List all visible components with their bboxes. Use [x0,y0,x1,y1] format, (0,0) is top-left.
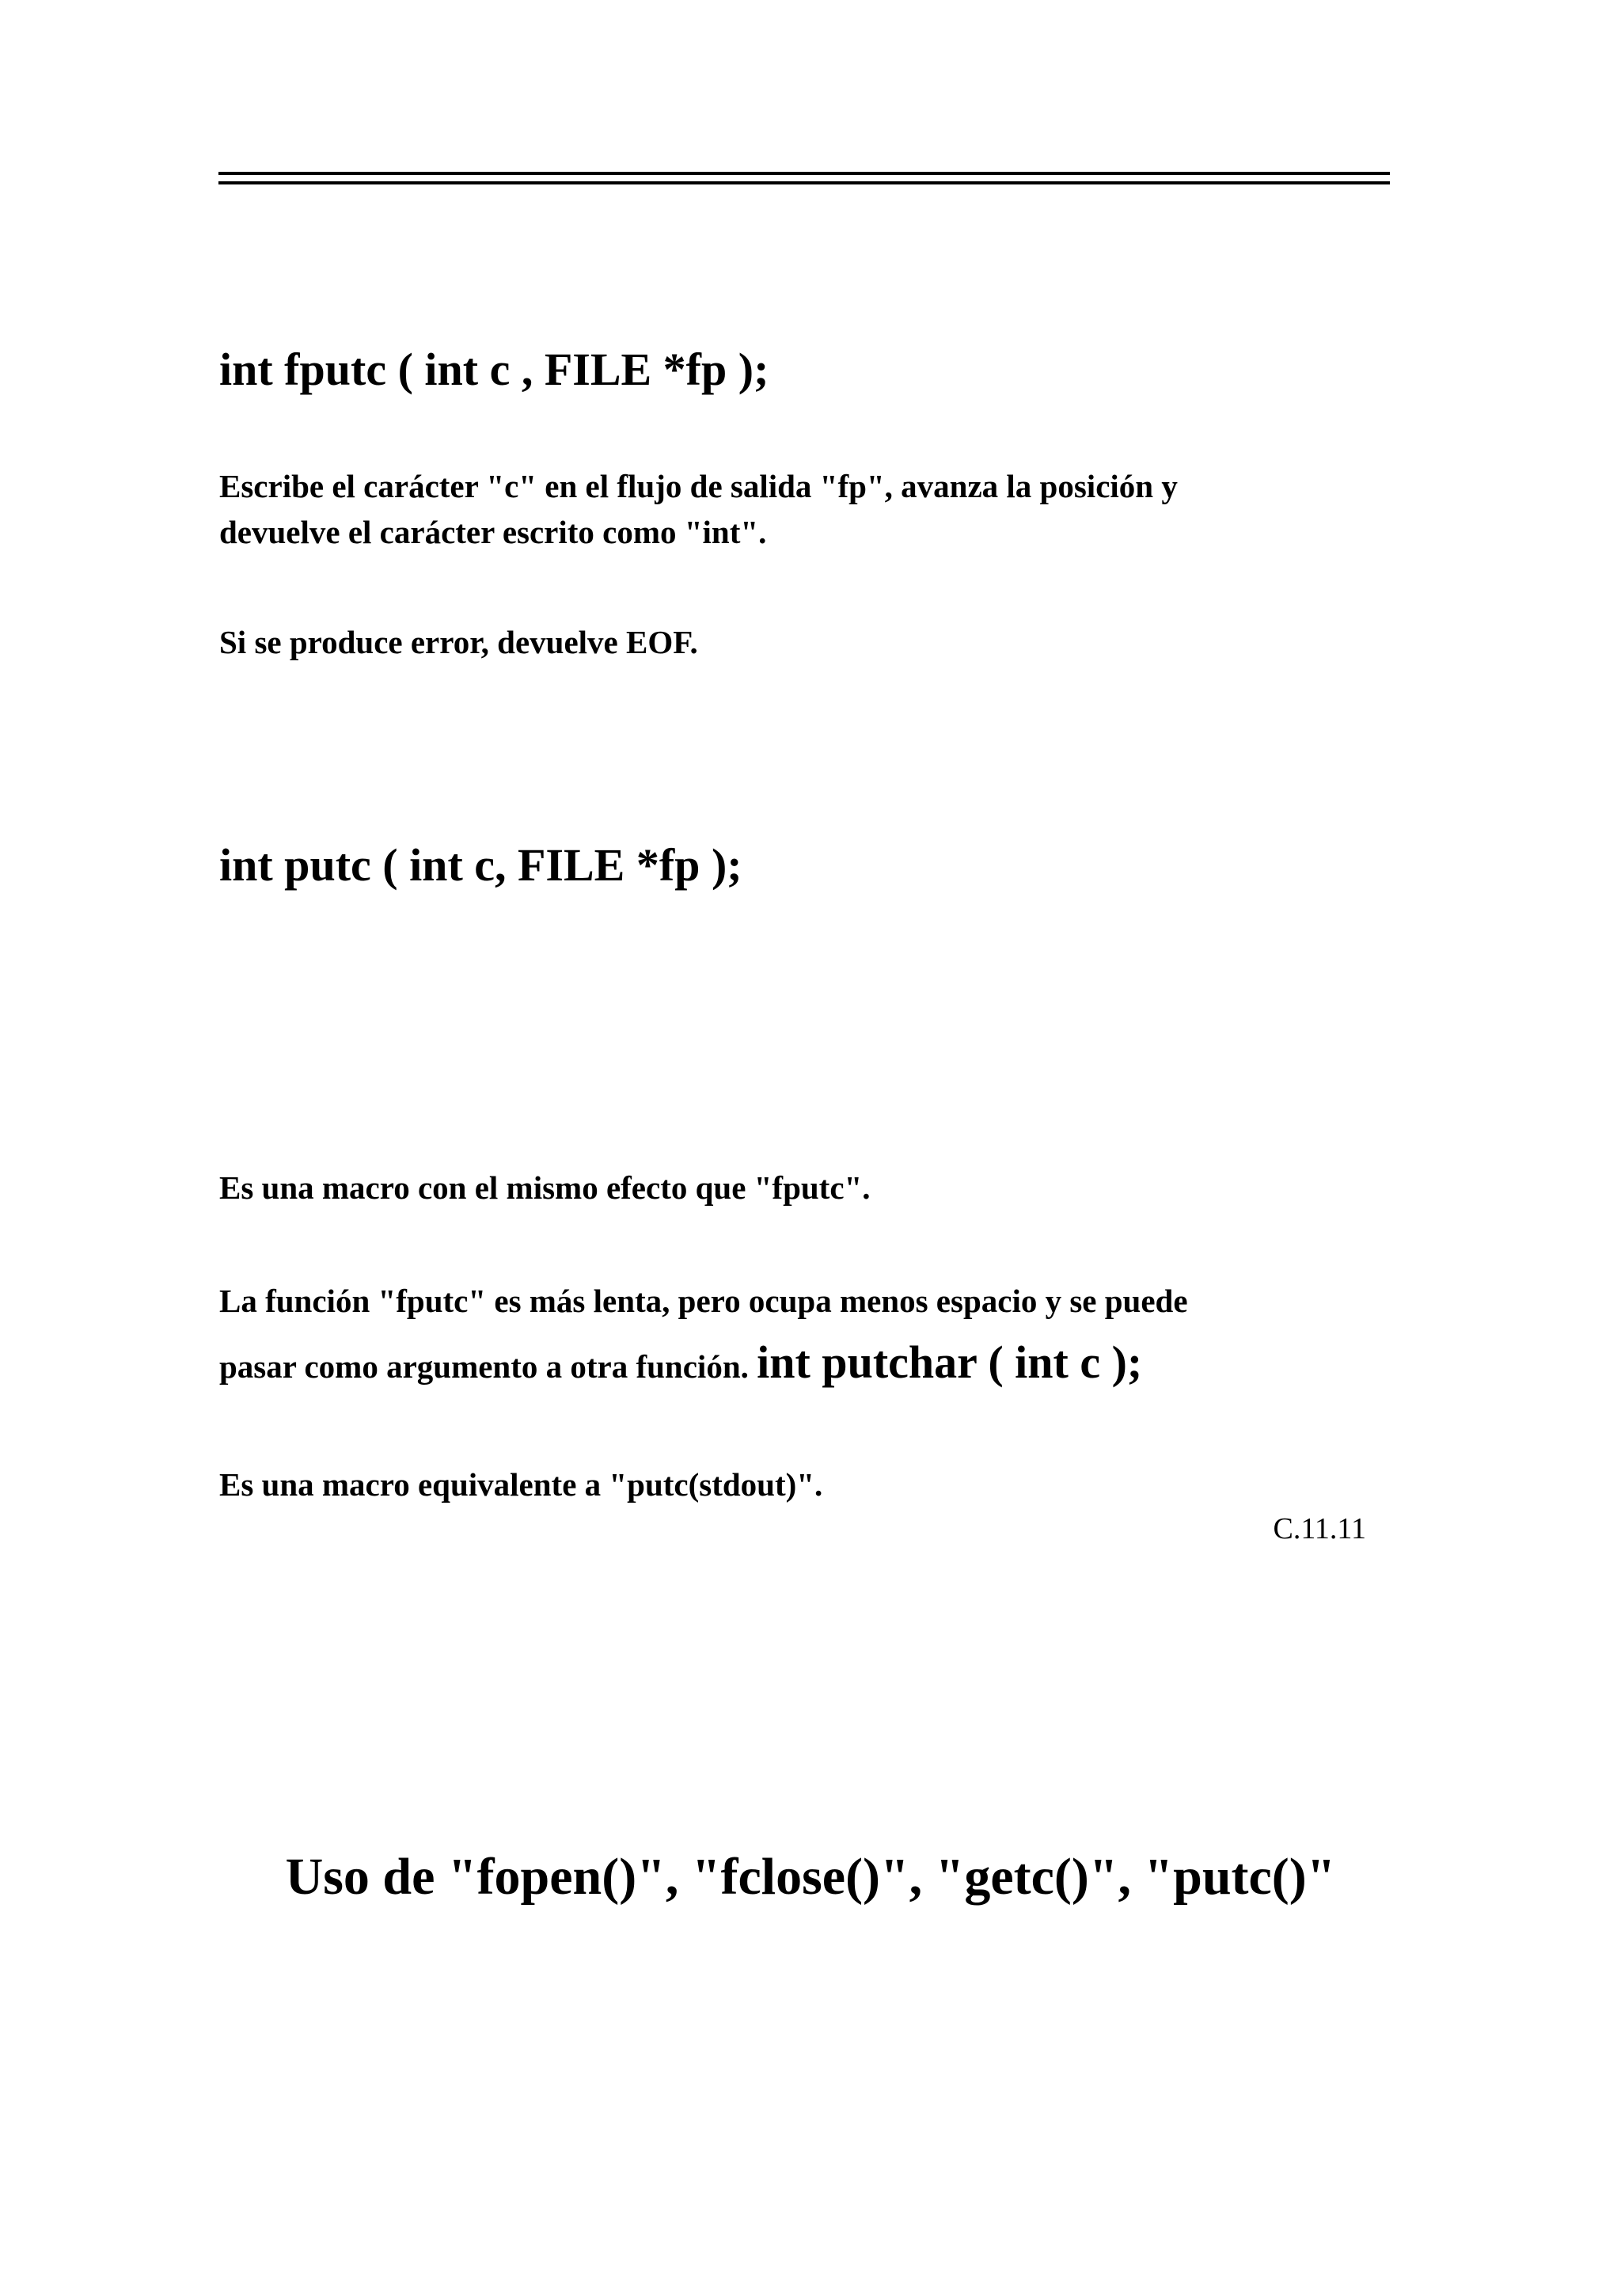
fputc-description-line-2: devuelve el carácter escrito como "int". [219,514,767,550]
putc-comparison-line-2-row [219,1336,1143,1389]
fputc-signature: int fputc ( int c , FILE *fp ); [219,344,769,395]
putc-comparison-line-2: pasar como argumento a otra función. [219,1348,749,1385]
fputc-error-note: Si se produce error, devuelve EOF. [219,624,698,660]
putc-signature: int putc ( int c, FILE *fp ); [219,839,742,891]
putc-macro-note: Es una macro con el mismo efecto que "fputc". [219,1169,871,1206]
putchar-signature: int putchar ( int c ); [757,1336,1143,1388]
fputc-description [219,463,1178,555]
header-rule-top [218,172,1390,175]
putchar-macro-note: Es una macro equivalente a "putc(stdout)". [219,1466,823,1503]
section-heading: Uso de "fopen()", "fclose()", "getc()", "putc()" [285,1848,1336,1906]
header-rule-bottom [218,181,1390,184]
fputc-description-line-1: Escribe el carácter "c" en el flujo de salida "fp", avanza la posición y [219,468,1178,504]
putc-comparison-line-1: La función "fputc" es más lenta, pero ocupa menos espacio y se puede [219,1283,1188,1319]
page-reference: C.11.11 [1273,1512,1366,1545]
